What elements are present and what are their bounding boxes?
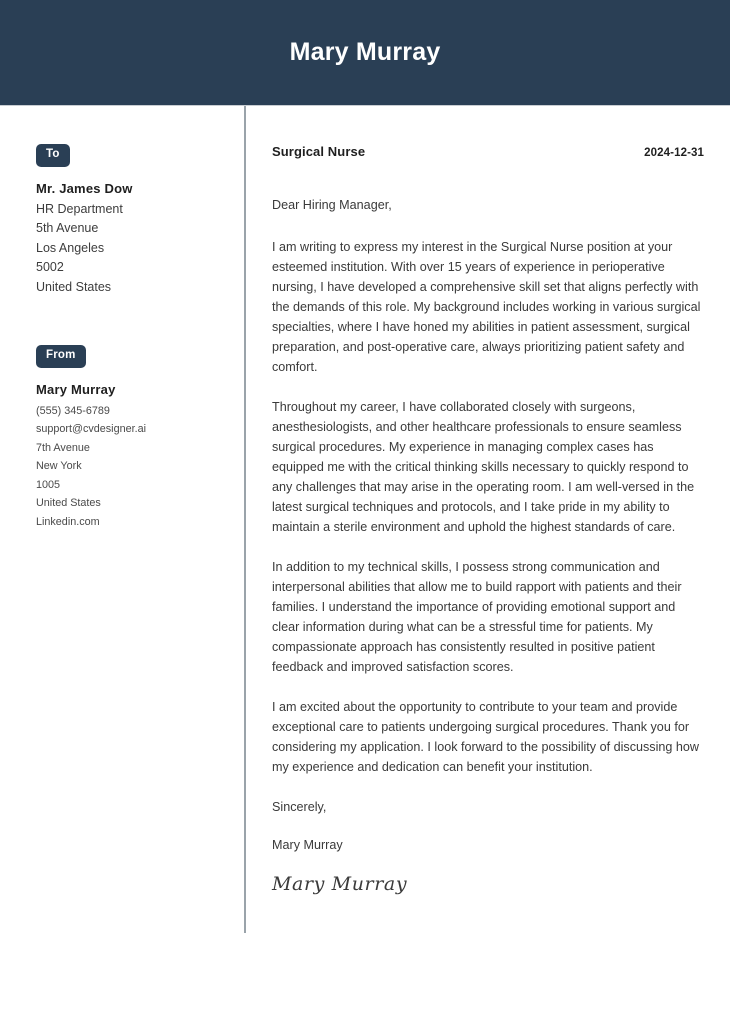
sender-linkedin[interactable]: Linkedin.com [36, 516, 100, 529]
sender-line: New York [36, 460, 82, 473]
sender-email[interactable]: support@cvdesigner.ai [36, 423, 146, 436]
recipient-line: 5th Avenue [36, 221, 99, 235]
recipient-line: United States [36, 279, 112, 294]
closing-salutation: Sincerely, [272, 800, 327, 814]
sender-name: Mary Murray [36, 381, 116, 397]
document-header [0, 0, 730, 106]
recipient-address [36, 179, 226, 298]
sidebar-contact-panel [0, 106, 244, 532]
header-applicant-name: Mary Murray [289, 38, 441, 66]
letter-paragraph: Throughout my career, I have collaborated closely with surgeons, anesthesiologists, and other healthcare professionals to ensure seamless surgical procedures. My experience in managing complex cases has equipped me with the critical thinking skills necessary to quickly respond to any challenges that may arise in the operating room. I am well-versed in the latest surgical techniques and protocols, and I take pride in my ability to maintain a sterile environment and uphold the highest standards of care. [272, 400, 695, 534]
letter-paragraph: I am excited about the opportunity to contribute to your team and provide exceptional care to patients undergoing surgical procedures. Thank you for considering my application. I look forward to the possibility of discussing how my experience and dedication can benefit your institution. [272, 700, 700, 774]
signature: Mary Murray [272, 873, 408, 895]
recipient-line: 5002 [36, 260, 64, 274]
recipient-line: Los Angeles [36, 240, 105, 255]
sender-phone: (555) 345-6789 [36, 404, 110, 417]
letter-paragraph: I am writing to express my interest in the Surgical Nurse position at your esteemed institution. With over 15 years of experience in perioperative nursing, I have developed a comprehensive skill set that aligns perfectly with the demands of this role. My background includes working in various surgical specialties, where I have honed my abilities in patient assessment, surgical preparation, and post-operative care, always prioritizing patient safety and comfort. [272, 240, 701, 374]
letter-paragraph: In addition to my technical skills, I possess strong communication and interpersonal abilities that allow me to build rapport with patients and their families. I understand the importance of providing emotional support and clear information during what can be a stressful time for patients. My compassionate approach has consistently resulted in positive patient feedback and improved satisfaction scores. [272, 560, 682, 674]
recipient-line: HR Department [36, 201, 123, 216]
sender-address [36, 380, 226, 532]
document-body [0, 106, 730, 897]
recipient-block [36, 144, 226, 297]
to-badge: To [36, 144, 70, 167]
letter-content [244, 106, 730, 897]
job-title: Surgical Nurse [272, 144, 366, 159]
sender-line: 7th Avenue [36, 441, 90, 454]
sender-block [36, 345, 226, 532]
closing-name: Mary Murray [272, 838, 343, 852]
recipient-name: Mr. James Dow [36, 180, 133, 196]
from-badge: From [36, 345, 86, 368]
letter-header-row [272, 144, 704, 159]
salutation: Dear Hiring Manager, [272, 198, 392, 212]
sender-line: United States [36, 497, 101, 510]
sender-line: 1005 [36, 478, 61, 491]
letter-date: 2024-12-31 [644, 147, 704, 159]
vertical-divider [244, 106, 246, 933]
